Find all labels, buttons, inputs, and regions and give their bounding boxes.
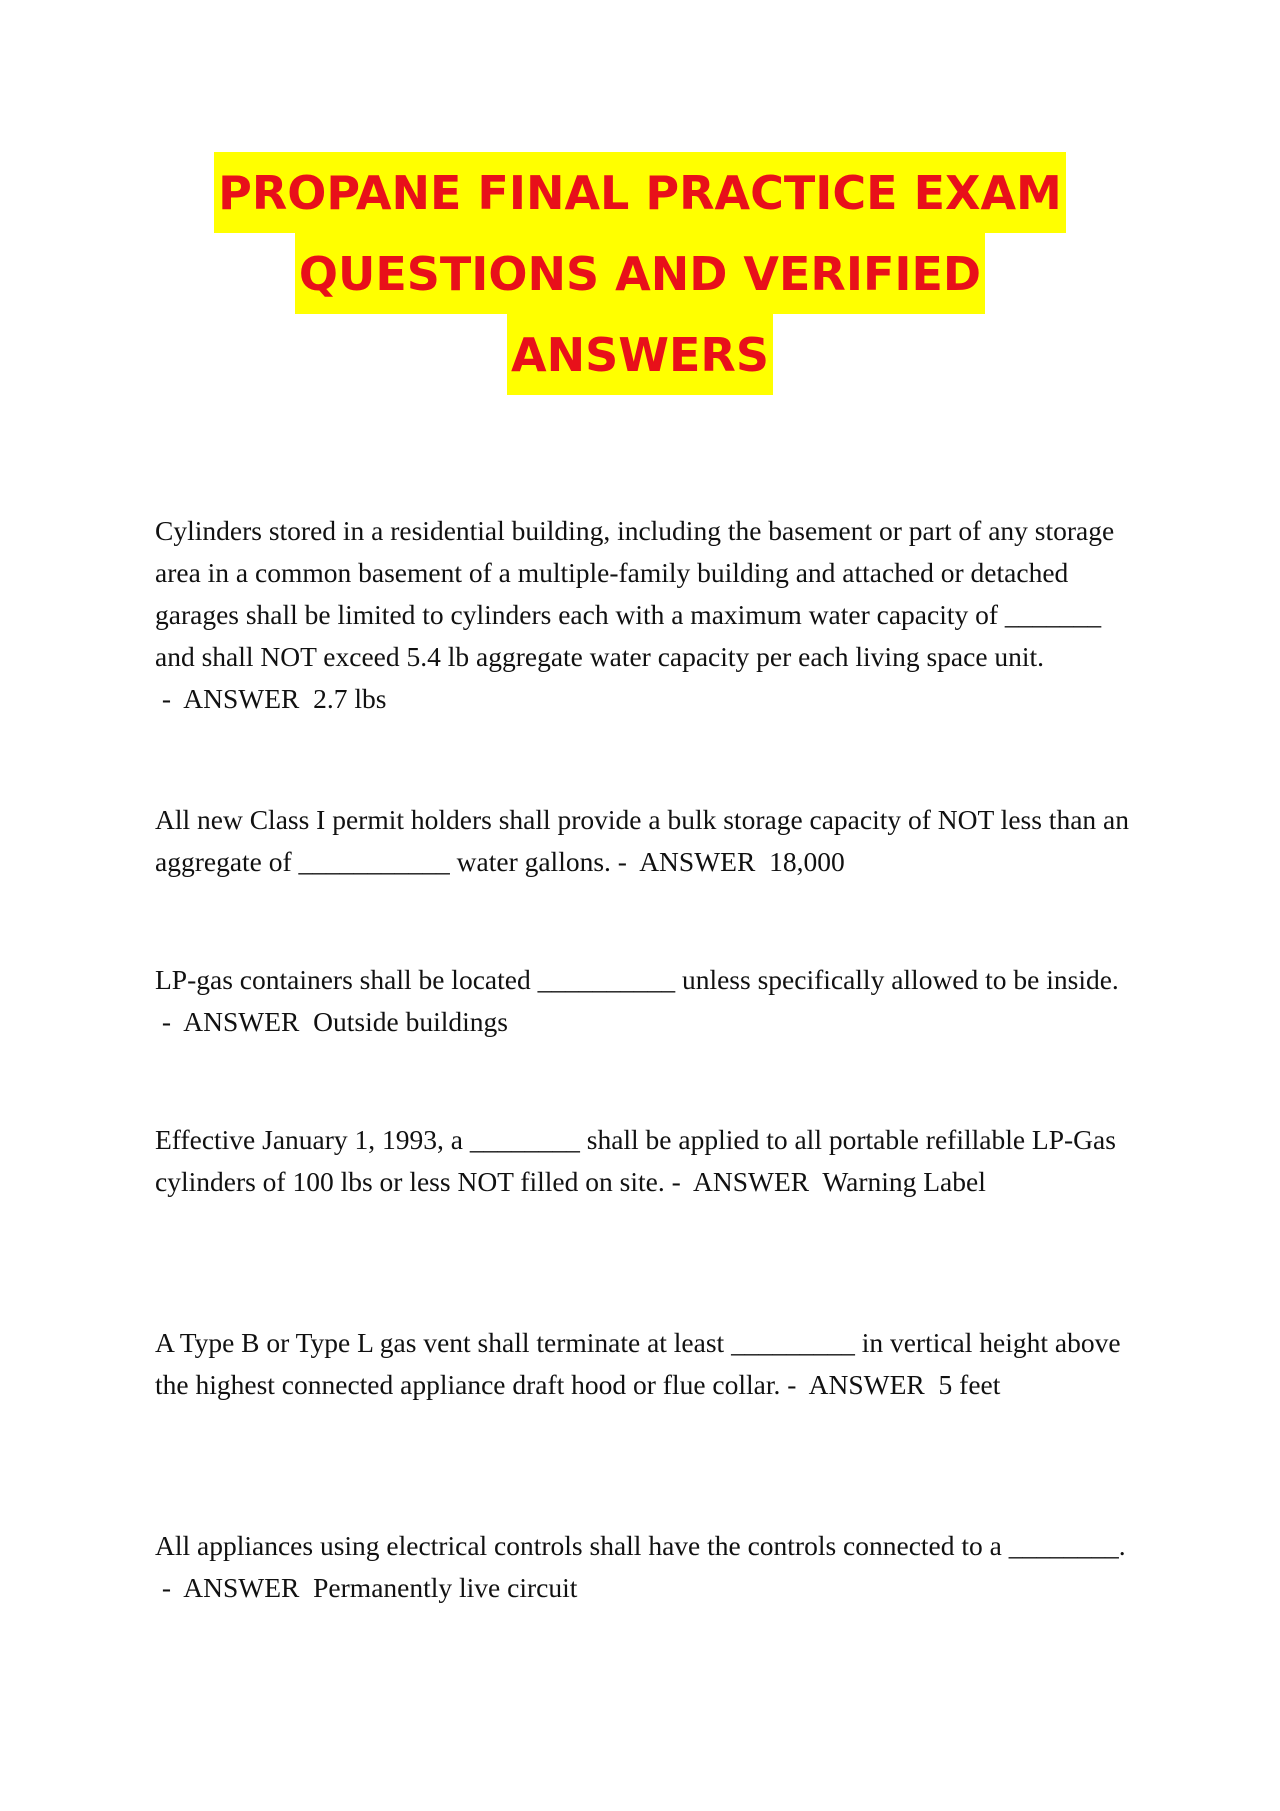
answer-text: Permanently live circuit (313, 1572, 578, 1603)
answer-label: ANSWER (639, 846, 756, 877)
question-item: LP-gas containers shall be located __________ unless specifically allowed to be inside. - ANSWER Outside buildings (155, 964, 1119, 1037)
question-item: Effective January 1, 1993, a ________ shall be applied to all portable refillable LP-Gas cylinders of 100 lbs or less NOT filled on site. - ANSWER Warning Label (155, 1124, 1116, 1197)
question-item: All new Class I permit holders shall provide a bulk storage capacity of NOT less than an aggregate of ___________ water gallons. - ANSWER 18,000 (155, 804, 1129, 877)
answer-label: ANSWER (692, 1166, 810, 1197)
answer-text: Outside buildings (313, 1006, 508, 1037)
title-line-3: ANSWERS (507, 314, 773, 395)
answer-label: ANSWER (808, 1369, 925, 1400)
question-text: Effective January 1, 1993, a ________ shall be applied to all portable refillable LP-Gas cylinders of 100 lbs or less NOT filled on site. (155, 1124, 1116, 1197)
title-line-1: PROPANE FINAL PRACTICE EXAM (214, 152, 1066, 233)
question-text: All new Class I permit holders shall provide a bulk storage capacity of NOT less than an aggregate of ___________ water gallons. (155, 804, 1129, 877)
question-text: Cylinders stored in a residential building, including the basement or part of any storage area in a common basement of a multiple-family building and attached or detached garages shall be limited to cylinders each with a maximum water capacity of _______ and shall NOT exceed 5.4 lb aggregate water capacity per each living space unit. (155, 515, 1115, 672)
answer-label: ANSWER (183, 1572, 300, 1603)
answer-label: ANSWER (183, 683, 300, 714)
answer-text: Warning Label (822, 1166, 986, 1197)
question-text: A Type B or Type L gas vent shall terminate at least _________ in vertical height above the highest connected appliance draft hood or flue collar. (155, 1327, 1121, 1400)
answer-text: 2.7 lbs (313, 683, 387, 714)
question-text: All appliances using electrical controls shall have the controls connected to a ________. (155, 1530, 1126, 1561)
question-item: All appliances using electrical controls shall have the controls connected to a ________. - ANSWER Permanently live circuit (155, 1530, 1126, 1603)
question-item: A Type B or Type L gas vent shall terminate at least _________ in vertical height above the highest connected appliance draft hood or flue collar. - ANSWER 5 feet (155, 1327, 1121, 1400)
title-line-2: QUESTIONS AND VERIFIED (295, 233, 985, 314)
answer-text: 5 feet (938, 1369, 1001, 1400)
question-item: Cylinders stored in a residential building, including the basement or part of any storage area in a common basement of a multiple-family building and attached or detached garages shall be limited to cylinders each with a maximum water capacity of _______ and shall NOT exceed 5.4 lb aggregate water capacity per each living space unit. - ANSWER 2.7 lbs (155, 515, 1115, 714)
answer-text: 18,000 (769, 846, 845, 877)
answer-label: ANSWER (183, 1006, 300, 1037)
document-title (0, 152, 1280, 395)
question-text: LP-gas containers shall be located __________ unless specifically allowed to be inside. (155, 964, 1119, 995)
